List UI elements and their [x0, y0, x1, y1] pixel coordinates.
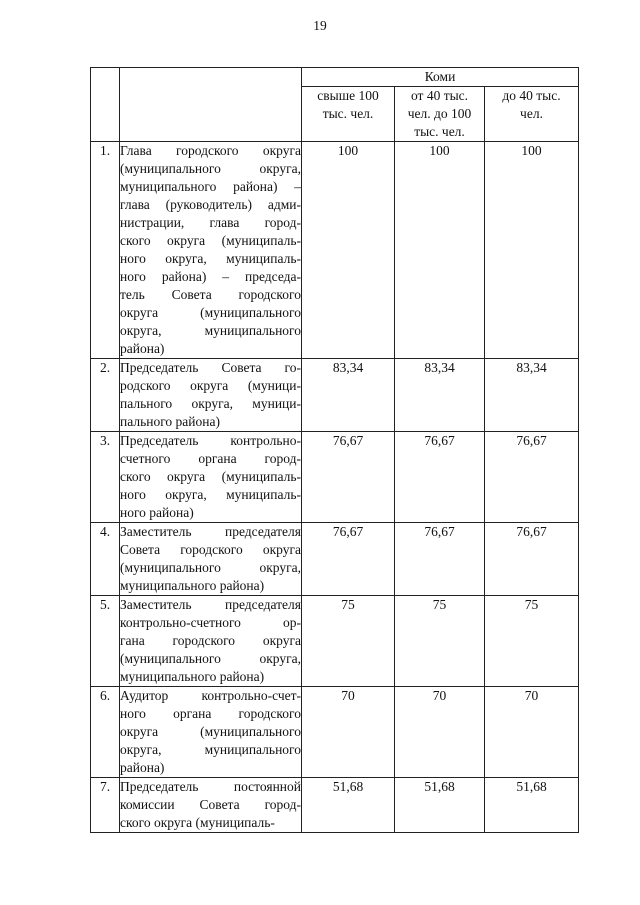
position-title-line: ного округа, муниципаль- [120, 487, 301, 502]
position-title [120, 432, 302, 523]
row-number: 2. [91, 359, 120, 432]
value-over-100k: 51,68 [302, 778, 395, 833]
subheader-line: чел. [520, 106, 543, 121]
value-over-100k: 75 [302, 596, 395, 687]
value-40k-to-100k: 75 [395, 596, 485, 687]
value-over-100k: 83,34 [302, 359, 395, 432]
position-title-line: (муниципального округа, [120, 560, 301, 575]
position-title-line: Председатель постоянной [120, 779, 301, 794]
position-title-line: муниципального района) [120, 669, 265, 684]
position-title-line: ского округа (муниципаль- [120, 469, 301, 484]
value-over-100k: 76,67 [302, 523, 395, 596]
page-number: 19 [313, 18, 327, 33]
value-under-40k: 83,34 [485, 359, 579, 432]
subheader-line: от 40 тыс. [410, 88, 469, 103]
position-title-line: пального округа, муници- [120, 396, 301, 411]
value-under-40k: 76,67 [485, 432, 579, 523]
header-name-cell [120, 68, 302, 142]
position-title-line: счетного органа город- [120, 451, 301, 466]
table-row [91, 432, 579, 523]
header-num-cell [91, 68, 120, 142]
region-header: Коми [302, 68, 579, 87]
row-number: 7. [91, 778, 120, 833]
position-title-line: ского округа (муниципаль- [120, 815, 275, 830]
subheader-line: до 40 тыс. [502, 88, 561, 103]
row-number: 1. [91, 142, 120, 359]
position-title [120, 687, 302, 778]
position-title-line: пального района) [120, 414, 220, 429]
value-over-100k: 76,67 [302, 432, 395, 523]
table-row [91, 778, 579, 833]
position-title [120, 523, 302, 596]
subheader-line: тыс. чел. [322, 106, 374, 121]
position-title [120, 778, 302, 833]
position-title-line: Заместитель председателя [120, 597, 301, 612]
subheader-under-40k [485, 87, 579, 142]
value-over-100k: 70 [302, 687, 395, 778]
position-title-line: ного округа, муниципаль- [120, 251, 301, 266]
position-title-line: (муниципального округа, [120, 651, 301, 666]
position-title-line: района) [120, 760, 165, 775]
value-40k-to-100k: 76,67 [395, 432, 485, 523]
subheader-40k-to-100k [395, 87, 485, 142]
subheader-over-100k [302, 87, 395, 142]
row-number: 6. [91, 687, 120, 778]
position-title-line: ного органа городского [120, 706, 301, 721]
position-title-line: Аудитор контрольно-счет- [120, 688, 301, 703]
value-under-40k: 51,68 [485, 778, 579, 833]
position-title-line: (муниципального округа, [120, 161, 301, 176]
position-title-line: округа, муниципального [120, 742, 301, 757]
position-title-line: муниципального района) – [120, 179, 301, 194]
value-under-40k: 100 [485, 142, 579, 359]
position-title-line: гана городского округа [120, 633, 301, 648]
position-title-line: тель Совета городского [120, 287, 301, 302]
salary-ratio-table [90, 67, 579, 833]
subheader-line: чел. до 100 [407, 106, 472, 121]
value-40k-to-100k: 70 [395, 687, 485, 778]
subheader-line: тыс. чел. [414, 124, 465, 139]
position-title-line: ного района) – председа- [120, 269, 301, 284]
row-number: 4. [91, 523, 120, 596]
table-row [91, 142, 579, 359]
position-title-line: комиссии Совета город- [120, 797, 301, 812]
position-title-line: родского округа (муници- [120, 378, 301, 393]
position-title-line: Председатель Совета го- [120, 360, 301, 375]
position-title [120, 359, 302, 432]
position-title-line: округа (муниципального [120, 724, 301, 739]
position-title-line: контрольно-счетного ор- [120, 615, 301, 630]
header-row-1 [91, 68, 579, 87]
table-row [91, 359, 579, 432]
position-title-line: района) [120, 341, 165, 356]
value-40k-to-100k: 76,67 [395, 523, 485, 596]
value-under-40k: 76,67 [485, 523, 579, 596]
table-row [91, 596, 579, 687]
row-number: 3. [91, 432, 120, 523]
position-title-line: ского округа (муниципаль- [120, 233, 301, 248]
value-under-40k: 70 [485, 687, 579, 778]
table-row [91, 687, 579, 778]
value-over-100k: 100 [302, 142, 395, 359]
position-title-line: округа, муниципального [120, 323, 301, 338]
position-title-line: глава (руководитель) адми- [120, 197, 301, 212]
position-title [120, 142, 302, 359]
position-title-line: нистрации, глава город- [120, 215, 301, 230]
position-title-line: Заместитель председателя [120, 524, 301, 539]
value-40k-to-100k: 83,34 [395, 359, 485, 432]
position-title-line: округа (муниципального [120, 305, 301, 320]
row-number: 5. [91, 596, 120, 687]
value-40k-to-100k: 51,68 [395, 778, 485, 833]
table-row [91, 523, 579, 596]
position-title-line: ного района) [120, 505, 194, 520]
position-title [120, 596, 302, 687]
position-title-line: муниципального района) [120, 578, 265, 593]
position-title-line: Глава городского округа [120, 143, 301, 158]
position-title-line: Совета городского округа [120, 542, 301, 557]
subheader-line: свыше 100 [317, 88, 379, 103]
position-title-line: Председатель контрольно- [120, 433, 301, 448]
value-under-40k: 75 [485, 596, 579, 687]
value-40k-to-100k: 100 [395, 142, 485, 359]
